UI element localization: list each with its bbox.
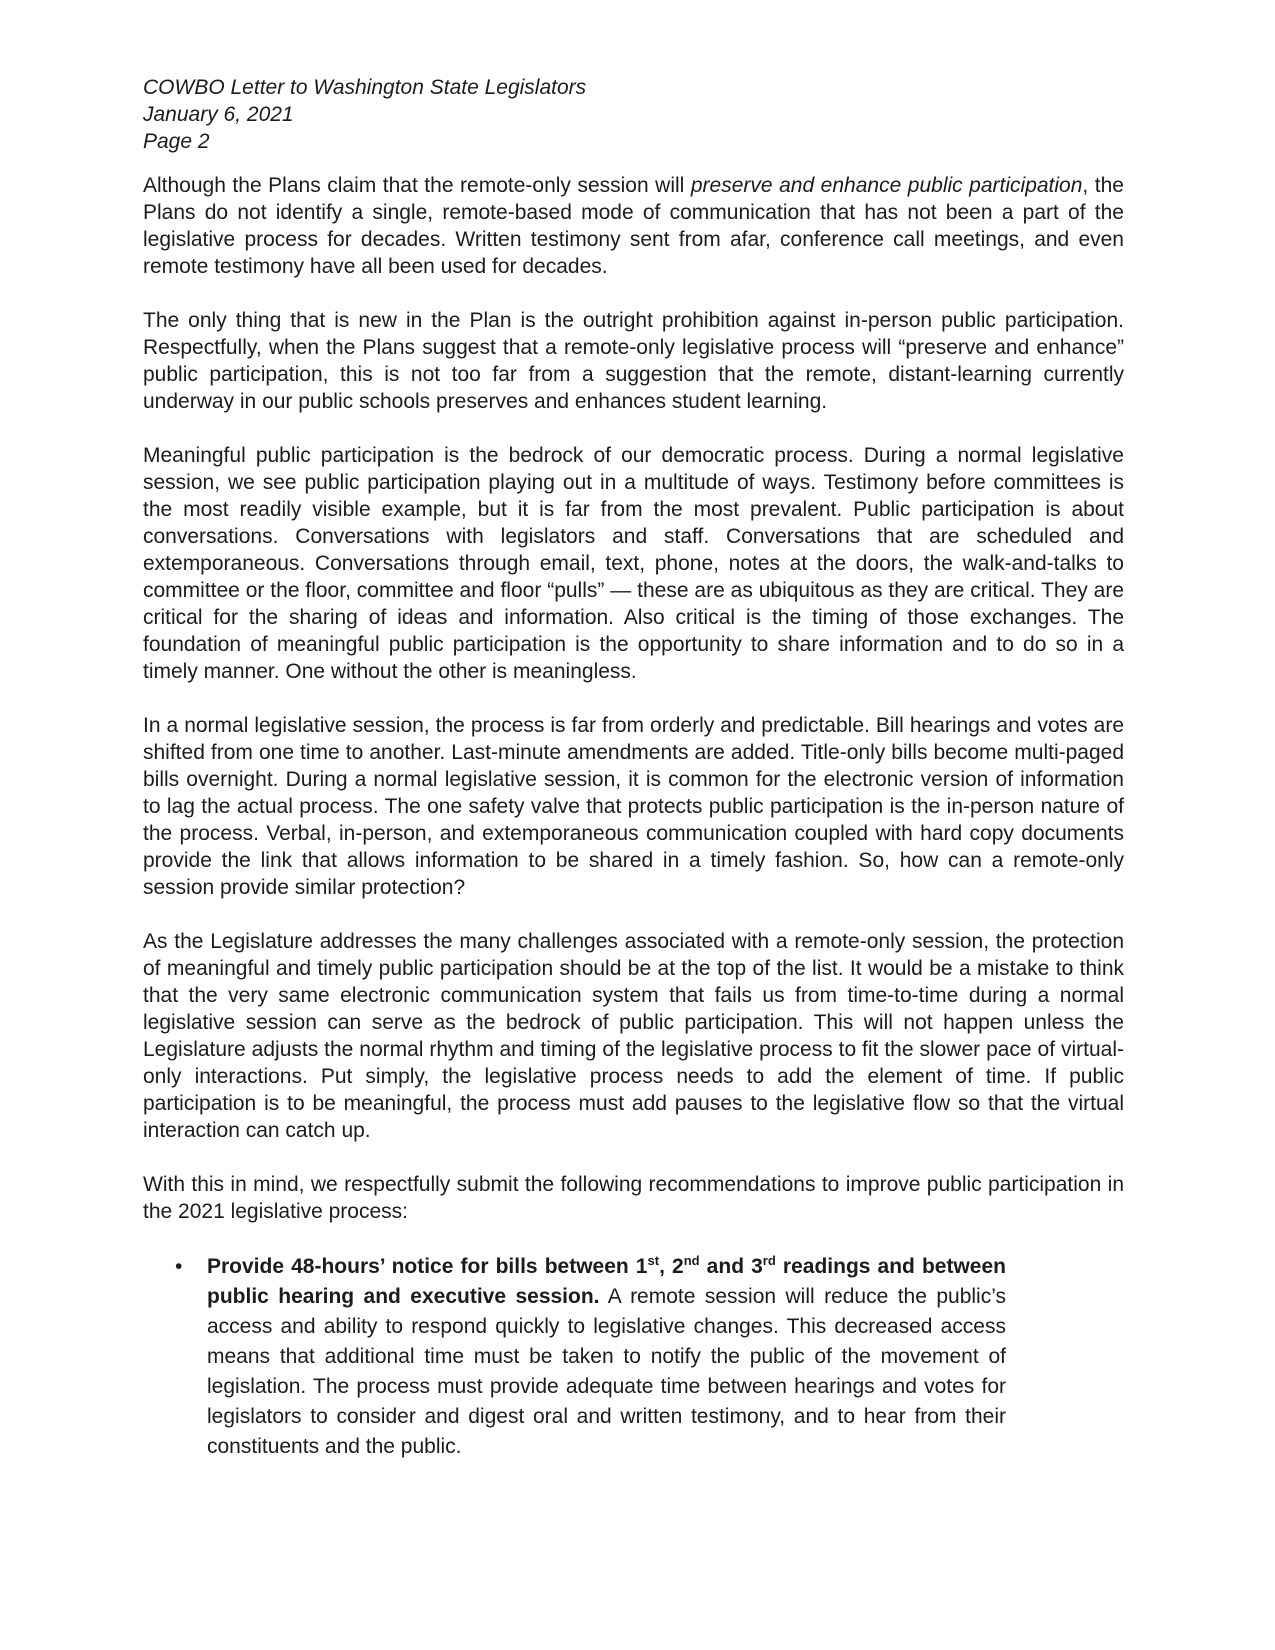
paragraph-normal-session: In a normal legislative session, the process is far from orderly and predictable. Bill hearings and votes are shifted from one time to another. Last-minute amendments are added. Title-only bills become multi-paged bills overnight. During a normal legislative session, it is common for the electronic version of information to lag the actual process. The one safety valve that protects public participation is the in-person nature of the process. Verbal, in-person, and extemporaneous communication coupled with hard copy documents provide the link that allows information to be shared in a timely fashion. So, how can a remote-only session provide similar protection? (143, 714, 1124, 899)
bold-run-4: readings and between public hearing and executive session. (207, 1255, 1006, 1308)
bold-run-3: and 3 (699, 1255, 763, 1278)
paragraph-only-new-thing: The only thing that is new in the Plan is the outright prohibition against in-person public participation. Respectfully, when the Plans suggest that a remote-only legislative process will “preserve and enhance” public participation, this is not too far from a suggestion that the remote, distant-learning currently underway in our public schools preserves and enhances student learning. (143, 309, 1124, 413)
ordinal-superscript-1st: st (647, 1253, 660, 1268)
paragraph-1-run-2: , the Plans do not identify a single, remote-based mode of communication that has not been a part of the legislative process for decades. Written testimony sent from afar, conference call meetings, and even remote testimony have all been used for decades. (143, 174, 1124, 278)
bold-run-2: , 2 (659, 1255, 684, 1278)
paragraph-legislature-challenges: As the Legislature addresses the many challenges associated with a remote-only session, the protection of meaningful and timely public participation should be at the top of the list. It would be a mistake to think that the very same electronic communication system that fails us from time-to-time during a normal legislative session can serve as the bedrock of public participation. This will not happen unless the Legislature adjusts the normal rhythm and timing of the legislative process to fit the slower pace of virtual-only interactions. Put simply, the legislative process needs to add the element of time. If public participation is to be meaningful, the process must add pauses to the legislative flow so that the virtual interaction can catch up. (143, 930, 1124, 1142)
bold-run-1: Provide 48-hours’ notice for bills between 1 (207, 1255, 648, 1278)
ordinal-superscript-2nd: nd (683, 1253, 700, 1268)
paragraph-1-run-1: Although the Plans claim that the remote-only session will (143, 174, 691, 197)
recommendation-body: A remote session will reduce the public’s access and ability to respond quickly to legislative changes. This decreased access means that additional time must be taken to notify the public of the movement of legislation. The process must provide adequate time between hearings and votes for legislators to consider and digest oral and written testimony, and to hear from their constituents and the public. (207, 1285, 1007, 1458)
paragraph-recommendations-intro: With this in mind, we respectfully submit the following recommendations to improve public participation in the 2021 legislative process: (143, 1173, 1124, 1223)
paragraph-plans-claim (143, 172, 1124, 280)
header-date: January 6, 2021 (143, 103, 294, 126)
paragraph-1-italic-phrase: preserve and enhance public participation (690, 174, 1083, 197)
recommendation-text (207, 1252, 1006, 1462)
bullet-icon: • (175, 1255, 183, 1278)
ordinal-superscript-3rd: rd (762, 1253, 776, 1268)
recommendation-item (175, 1252, 1006, 1462)
letter-header (143, 74, 1124, 155)
header-title: COWBO Letter to Washington State Legislators (143, 76, 587, 99)
header-page-number: Page 2 (143, 130, 210, 153)
paragraph-meaningful-participation: Meaningful public participation is the bedrock of our democratic process. During a normal legislative session, we see public participation playing out in a multitude of ways. Testimony before committees is the most readily visible example, but it is far from the most prevalent. Public participation is about conversations. Conversations with legislators and staff. Conversations that are scheduled and extemporaneous. Conversations through email, text, phone, notes at the doors, the walk-and-talks to committee or the floor, committee and floor “pulls” — these are as ubiquitous as they are critical. They are critical for the sharing of ideas and information. Also critical is the timing of those exchanges. The foundation of meaningful public participation is the opportunity to share information and to do so in a timely manner. One without the other is meaningless. (143, 444, 1124, 683)
